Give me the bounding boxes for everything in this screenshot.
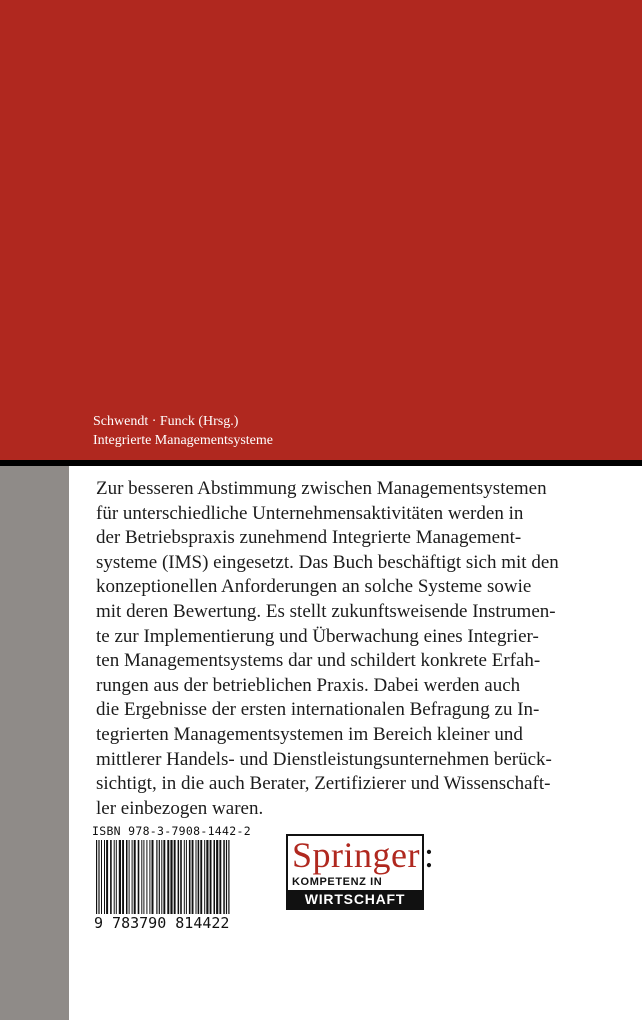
barcode-bar	[186, 840, 187, 916]
barcode-bar	[122, 840, 124, 916]
barcode-bar	[161, 840, 162, 916]
barcode-bar	[116, 840, 117, 916]
barcode-bar	[152, 840, 154, 916]
barcode-bar	[114, 840, 115, 916]
blurb-line: Zur besseren Abstimmung zwischen Managementsystemen	[96, 478, 547, 499]
barcode-bar	[138, 840, 140, 916]
barcode-bar	[210, 840, 212, 916]
logo-brand: Springer	[292, 835, 420, 875]
barcode-bar	[167, 840, 169, 916]
barcode-bar	[198, 840, 200, 916]
springer-logo	[286, 834, 446, 908]
blurb-line: konzeptionellen Anforderungen an solche Systeme sowie	[96, 576, 532, 598]
blurb-line: ten Managementsystems dar und schildert konkrete Erfah-	[96, 650, 541, 672]
barcode-bar	[189, 840, 191, 916]
barcode-bar	[126, 840, 128, 916]
book-title: Integrierte Managementsysteme	[93, 433, 273, 448]
barcode-bar	[110, 840, 112, 916]
blurb-line: te zur Implementierung und Überwachung eines Integrier-	[96, 625, 539, 647]
barcode-bar	[174, 840, 176, 916]
blurb-line: sichtigt, in die auch Berater, Zertifizierer und Wissenschaft-	[96, 773, 551, 795]
blurb-line: mittlerer Handels- und Dienstleistungsunternehmen berück-	[96, 748, 552, 770]
blurb-line: ler einbezogen waren.	[96, 797, 264, 819]
barcode-bar	[104, 840, 105, 916]
logo-box	[286, 834, 424, 910]
barcode-bar	[101, 840, 102, 916]
barcode-bar	[219, 840, 221, 916]
blurb-line: für unterschiedliche Unternehmensaktivitäten werden in	[96, 502, 524, 524]
barcode-bar	[134, 840, 136, 916]
cover-top-band	[0, 0, 642, 460]
barcode-bar	[143, 840, 144, 916]
barcode-bar	[196, 840, 197, 916]
blurb-line: systeme (IMS) eingesetzt. Das Buch beschäftigt sich mit den	[96, 551, 559, 573]
barcode-bar	[163, 840, 165, 916]
blurb-line: der Betriebspraxis zunehmend Integrierte Management-	[96, 527, 522, 549]
book-authors: Schwendt · Funck (Hrsg.)	[93, 414, 239, 429]
cover-divider	[0, 460, 642, 466]
barcode-bar	[214, 840, 216, 916]
cover-caption	[93, 412, 273, 450]
blurb-line: rungen aus der betrieblichen Praxis. Dabei werden auch	[96, 674, 521, 696]
blurb-line: tegrierten Managementsystemen im Bereich kleiner und	[96, 723, 523, 745]
logo-tagline-1: KOMPETENZ IN	[292, 876, 383, 888]
barcode-digits: 9 783790 814422	[94, 914, 230, 932]
barcode-bar	[216, 840, 218, 916]
barcode-bar	[192, 840, 194, 916]
barcode-bar	[200, 840, 202, 916]
barcode-bar	[170, 840, 172, 916]
barcode-bar	[129, 840, 130, 916]
barcode-bar	[184, 840, 185, 916]
logo-colon: :	[424, 835, 435, 875]
blurb-line: die Ergebnisse der ersten internationalen Befragung zu In-	[96, 699, 540, 721]
barcode-bar	[106, 840, 108, 916]
barcode-bar	[119, 840, 121, 916]
barcode-bar	[149, 840, 150, 916]
barcode-bar	[178, 840, 180, 916]
logo-tagline-2: WIRTSCHAFT	[288, 890, 422, 908]
book-blurb	[96, 477, 626, 821]
barcode-bar	[223, 840, 225, 916]
barcode-bar	[206, 840, 208, 916]
barcode-bar	[204, 840, 205, 916]
barcode-bar	[146, 840, 147, 916]
barcode-bar	[132, 840, 133, 916]
blurb-line: mit deren Bewertung. Es stellt zukunftsweisende Instrumen-	[96, 600, 556, 622]
barcode-bar	[141, 840, 142, 916]
spine-strip	[0, 466, 69, 1020]
barcode-bar	[180, 840, 182, 916]
isbn-label: ISBN 978-3-7908-1442-2	[92, 824, 251, 838]
